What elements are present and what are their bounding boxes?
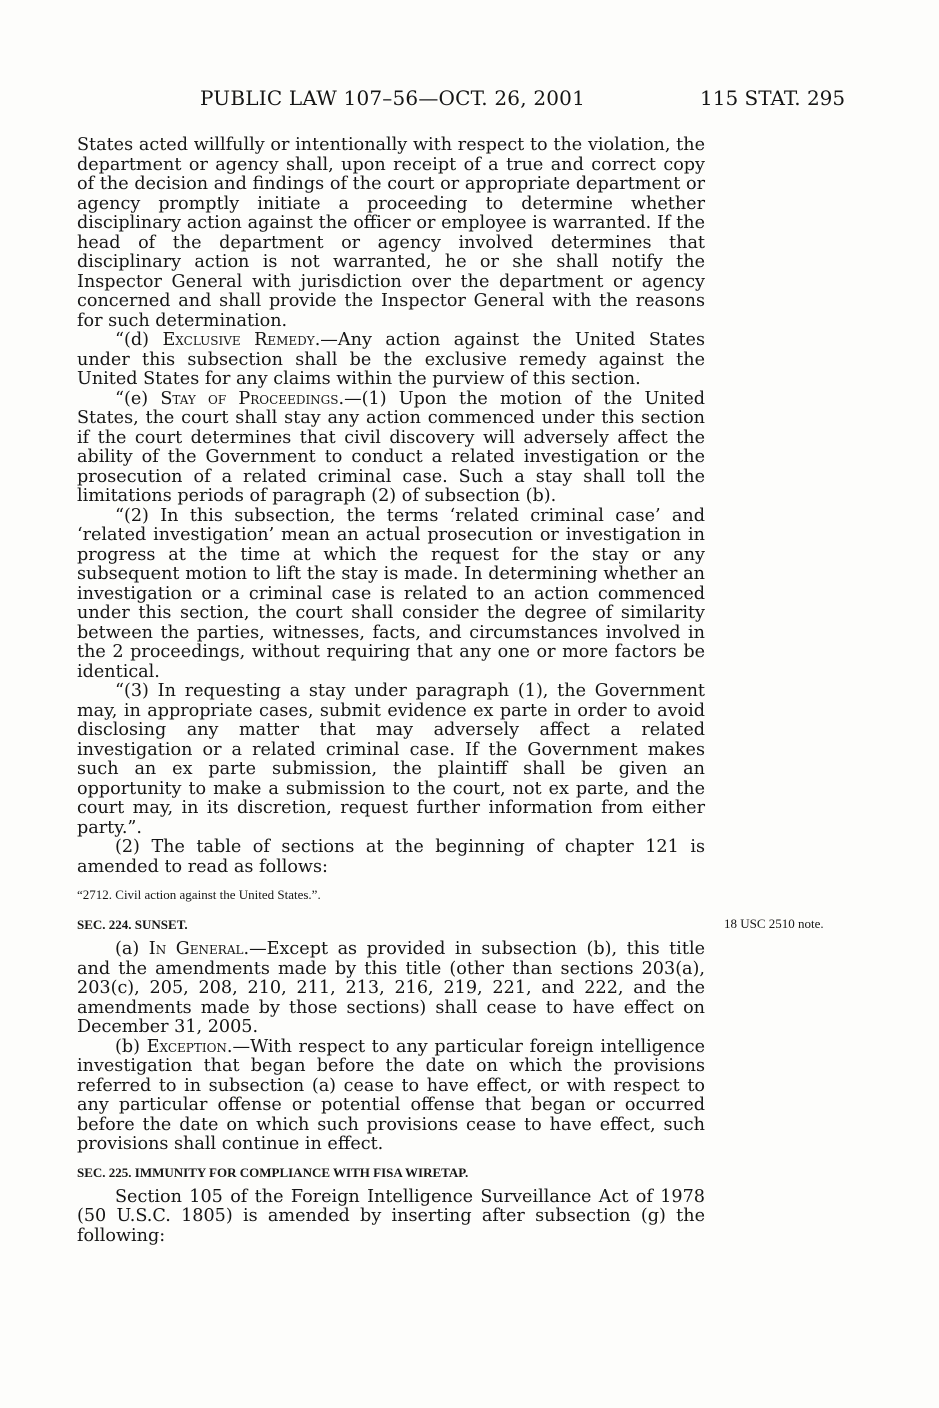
subsection-e [77,390,705,507]
subsection-e-paragraph-2: “(2) In this subsection, the terms ‘related criminal case’ and ‘related investigation’ mean an actual prosecution or investigation in progress at the time at which the request for the stay or any subsequent motion to lift the stay is made. In determining whether an investigation or a criminal case is related to an action commenced under this section, the court shall consider the degree of similarity between the parties, witnesses, facts, and circumstances involved in the 2 proceedings, without requiring that any one or more factors be identical. [77,505,705,682]
table-of-sections-amendment: (2) The table of sections at the beginning of chapter 121 is amended to read as follows: [77,837,705,877]
section-224-b-label: (b) [115,1036,147,1057]
subsection-e-paragraph-3: “(3) In requesting a stay under paragraph (1), the Government may, in appropriate cases, submit evidence ex parte in order to avoid disclosing any matter that may adversely affect a related investigation or a related criminal case. If the Government makes such an ex parte submission, the plaintiff shall be given an opportunity to make a submission to the court, not ex parte, and the court may, in its discretion, request further information from either party.”. [77,681,705,838]
paragraph-continuation: States acted willfully or intentionally with respect to the violation, the department or agency shall, upon receipt of a true and correct copy of the decision and findings of the court or appropriate department or agency promptly initiate a proceeding to determine whether disciplinary action against the officer or employee is warranted. If the head of the department or agency involved determines that disciplinary action is not warranted, he or she shall notify the Inspector General with jurisdiction over the department or agency concerned and shall provide the Inspector General with the reasons for such determination. [77,135,705,331]
subsection-d-text: .—Any action against the United States under this subsection shall be the exclusive remedy against the United States for any claims within the purview of this section. [77,330,706,389]
subsection-e-label: “(e) [115,388,161,409]
section-224-b-heading: Exception [146,1036,227,1057]
section-224-subsection-a [77,940,705,1038]
header-title: PUBLIC LAW 107–56—OCT. 26, 2001 [200,86,586,110]
section-224-a-text: .—Except as provided in subsection (b), this title and the amendments made by this title (other than sections 203(a), 203(c), 205, 208, 210, 211, 213, 216, 219, 221, and 222, and the amendments made by those sections) shall cease to have effect on December 31, 2005. [77,939,705,1037]
section-224-a-label: (a) [115,939,149,959]
section-224-heading: SEC. 224. SUNSET. [77,917,188,932]
margin-note: 18 USC 2510 note. [724,916,824,931]
subsection-e-text: .—(1) Upon the motion of the United States, the court shall stay any action commenced under this section if the court determines that civil discovery will adversely affect the ability of the Government to conduct a related investigation or the prosecution of a related criminal case. Such a stay shall toll the limitations periods of paragraph (2) of subsection (b). [77,388,705,506]
section-225-heading: SEC. 225. IMMUNITY FOR COMPLIANCE WITH FISA WIRETAP. [77,1164,469,1180]
subsection-d-label: “(d) [115,330,163,350]
toc-entry: “2712. Civil action against the United States.”. [77,887,321,902]
section-224-a-heading: In General [148,939,244,959]
section-224-subsection-b [77,1038,705,1155]
subsection-e-heading: Stay of Proceedings [160,388,339,409]
page-header [0,86,939,116]
section-225-text: Section 105 of the Foreign Intelligence Surveillance Act of 1978 (50 U.S.C. 1805) is amended by inserting after subsection (g) the following: [77,1186,705,1246]
body-text [77,136,705,1246]
subsection-d [77,331,705,390]
subsection-d-heading: Exclusive Remedy [162,330,315,350]
header-stat-page: 115 STAT. 295 [700,86,846,110]
section-224-b-text: .—With respect to any particular foreign intelligence investigation that began before the date on which the provisions referred to in subsection (a) cease to have effect, or with respect to any particular offense or potential offense that began or occurred before the date on which such provisions cease to have effect, such provisions shall continue in effect. [77,1036,705,1154]
